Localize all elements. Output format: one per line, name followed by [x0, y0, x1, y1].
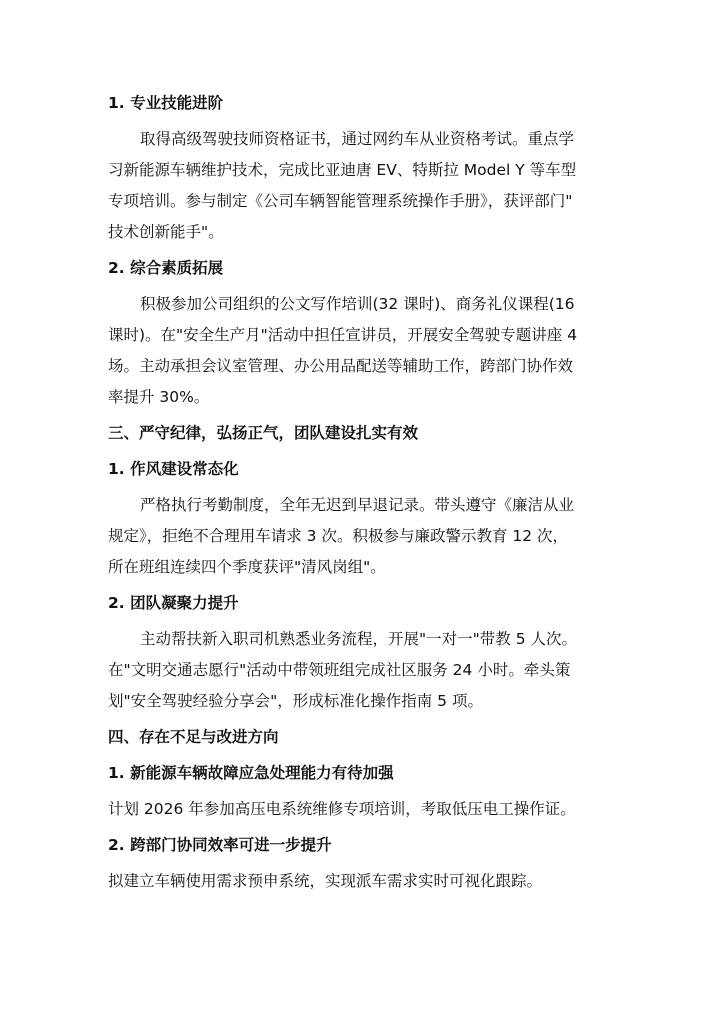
major-heading: 三、严守纪律，弘扬正气，团队建设扎实有效: [108, 424, 419, 442]
paragraph-line: 习新能源车辆维护技术，完成比亚迪唐 EV、特斯拉 Model Y 等车型: [108, 161, 577, 179]
section-heading: 1. 作风建设常态化: [108, 460, 239, 478]
section-heading: 1. 新能源车辆故障应急处理能力有待加强: [108, 764, 394, 782]
section-heading: 2. 综合素质拓展: [108, 259, 224, 277]
paragraph: [108, 794, 614, 825]
paragraph-line: 在"文明交通志愿行"活动中带领班组完成社区服务 24 小时。牵头策: [108, 661, 571, 679]
paragraph-line: 主动帮扶新入职司机熟悉业务流程，开展"一对一"带教 5 人次。: [140, 630, 577, 648]
major-heading: 四、存在不足与改进方向: [108, 728, 279, 746]
paragraph-line: 取得高级驾驶技师资格证书，通过网约车从业资格考试。重点学: [140, 130, 575, 148]
paragraph-line: 技术创新能手"。: [108, 223, 224, 241]
paragraph-line: 专项培训。参与制定《公司车辆智能管理系统操作手册》，获评部门": [108, 192, 573, 210]
paragraph: [108, 490, 614, 583]
paragraph-line: 计划 2026 年参加高压电系统维修专项培训，考取低压电工操作证。: [108, 800, 576, 818]
paragraph-line: 课时)。在"安全生产月"活动中担任宣讲员，开展安全驾驶专题讲座 4: [108, 326, 578, 344]
section-heading: 1. 专业技能进阶: [108, 94, 224, 112]
paragraph-line: 划"安全驾驶经验分享会"，形成标准化操作指南 5 项。: [108, 692, 483, 710]
section-heading: 2. 跨部门协同效率可进一步提升: [108, 836, 332, 854]
paragraph-line: 率提升 30%。: [108, 388, 210, 406]
paragraph-line: 拟建立车辆使用需求预申系统，实现派车需求实时可视化跟踪。: [108, 872, 543, 890]
section-heading: 2. 团队凝聚力提升: [108, 594, 239, 612]
paragraph: [108, 624, 614, 717]
document-page: [108, 88, 614, 897]
paragraph: [108, 866, 614, 897]
paragraph-line: 场。主动承担会议室管理、办公用品配送等辅助工作，跨部门协作效: [108, 357, 574, 375]
paragraph-line: 规定》，拒绝不合理用车请求 3 次。积极参与廉政警示教育 12 次，: [108, 527, 569, 545]
paragraph-line: 严格执行考勤制度，全年无迟到早退记录。带头遵守《廉洁从业: [140, 496, 575, 514]
paragraph-line: 积极参加公司组织的公文写作培训(32 课时)、商务礼仪课程(16: [140, 295, 575, 313]
paragraph: [108, 289, 614, 413]
paragraph: [108, 124, 614, 248]
paragraph-line: 所在班组连续四个季度获评"清风岗组"。: [108, 558, 386, 576]
